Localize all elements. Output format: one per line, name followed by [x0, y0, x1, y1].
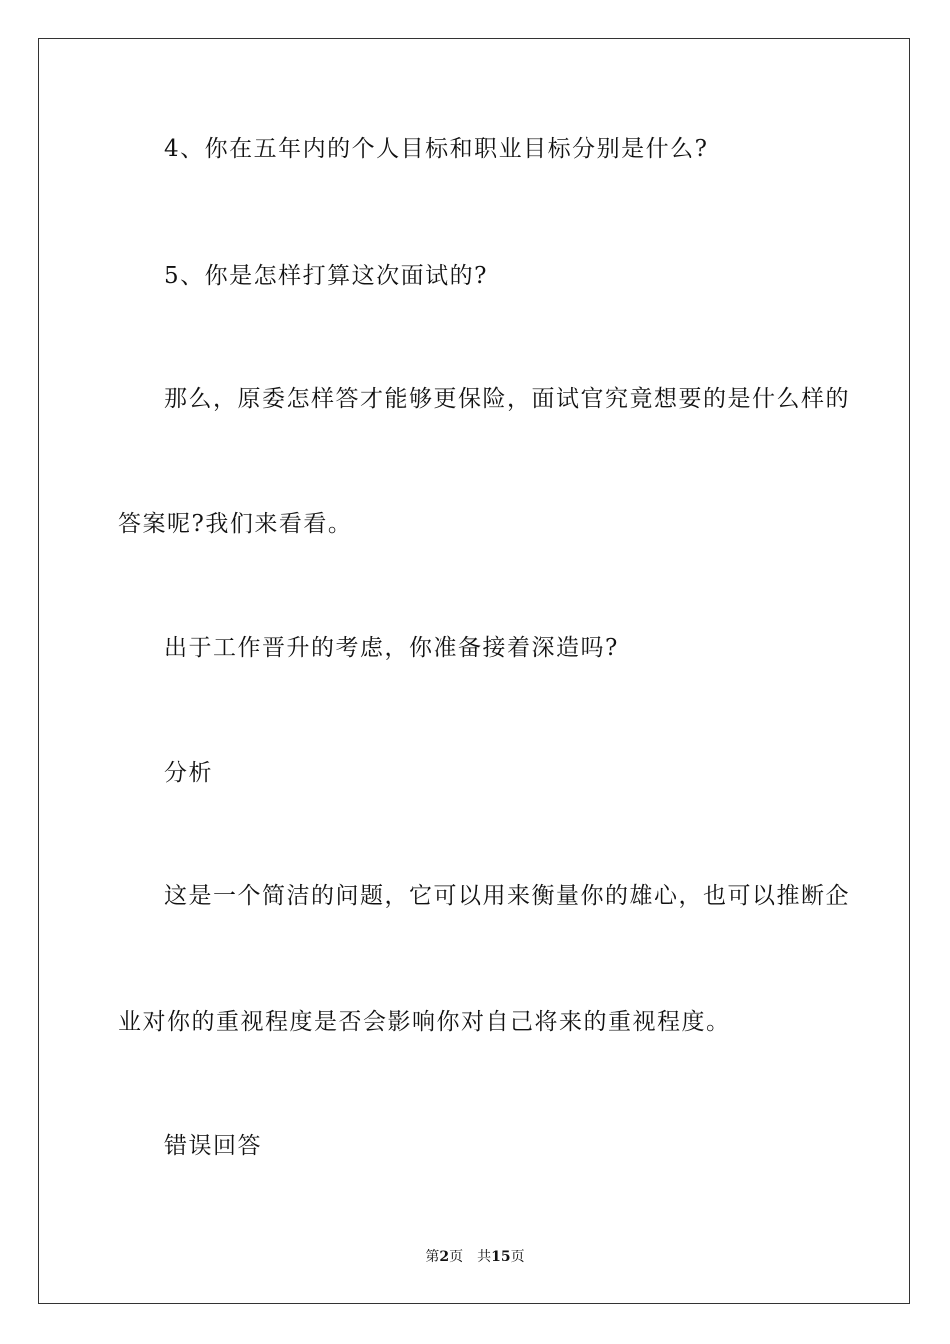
page-border: [38, 38, 910, 1304]
question-5: 5、你是怎样打算这次面试的?: [164, 263, 488, 289]
footer-page-prefix: 第: [425, 1249, 440, 1265]
paragraph-intro-line-1: 那么，原委怎样答才能够更保险，面试官究竟想要的是什么样的: [164, 386, 850, 412]
footer-total-pages: 15: [491, 1249, 511, 1265]
paragraph-analysis-line-2: 业对你的重视程度是否会影响你对自己将来的重视程度。: [118, 1009, 731, 1035]
question-further-study: 出于工作晋升的考虑，你准备接着深造吗?: [164, 635, 619, 661]
paragraph-analysis-line-1: 这是一个简洁的问题，它可以用来衡量你的雄心，也可以推断企: [164, 883, 850, 909]
footer-page-number: 2: [439, 1249, 450, 1265]
heading-analysis: 分析: [164, 760, 213, 786]
question-4: 4、你在五年内的个人目标和职业目标分别是什么?: [164, 136, 709, 162]
footer-page-suffix: 页: [449, 1249, 464, 1265]
paragraph-intro-line-2: 答案呢?我们来看看。: [118, 511, 353, 537]
page-footer: [0, 1248, 950, 1266]
footer-total-suffix: 页: [510, 1249, 525, 1265]
heading-wrong-answer: 错误回答: [164, 1133, 262, 1159]
footer-total-prefix: 共: [477, 1249, 492, 1265]
